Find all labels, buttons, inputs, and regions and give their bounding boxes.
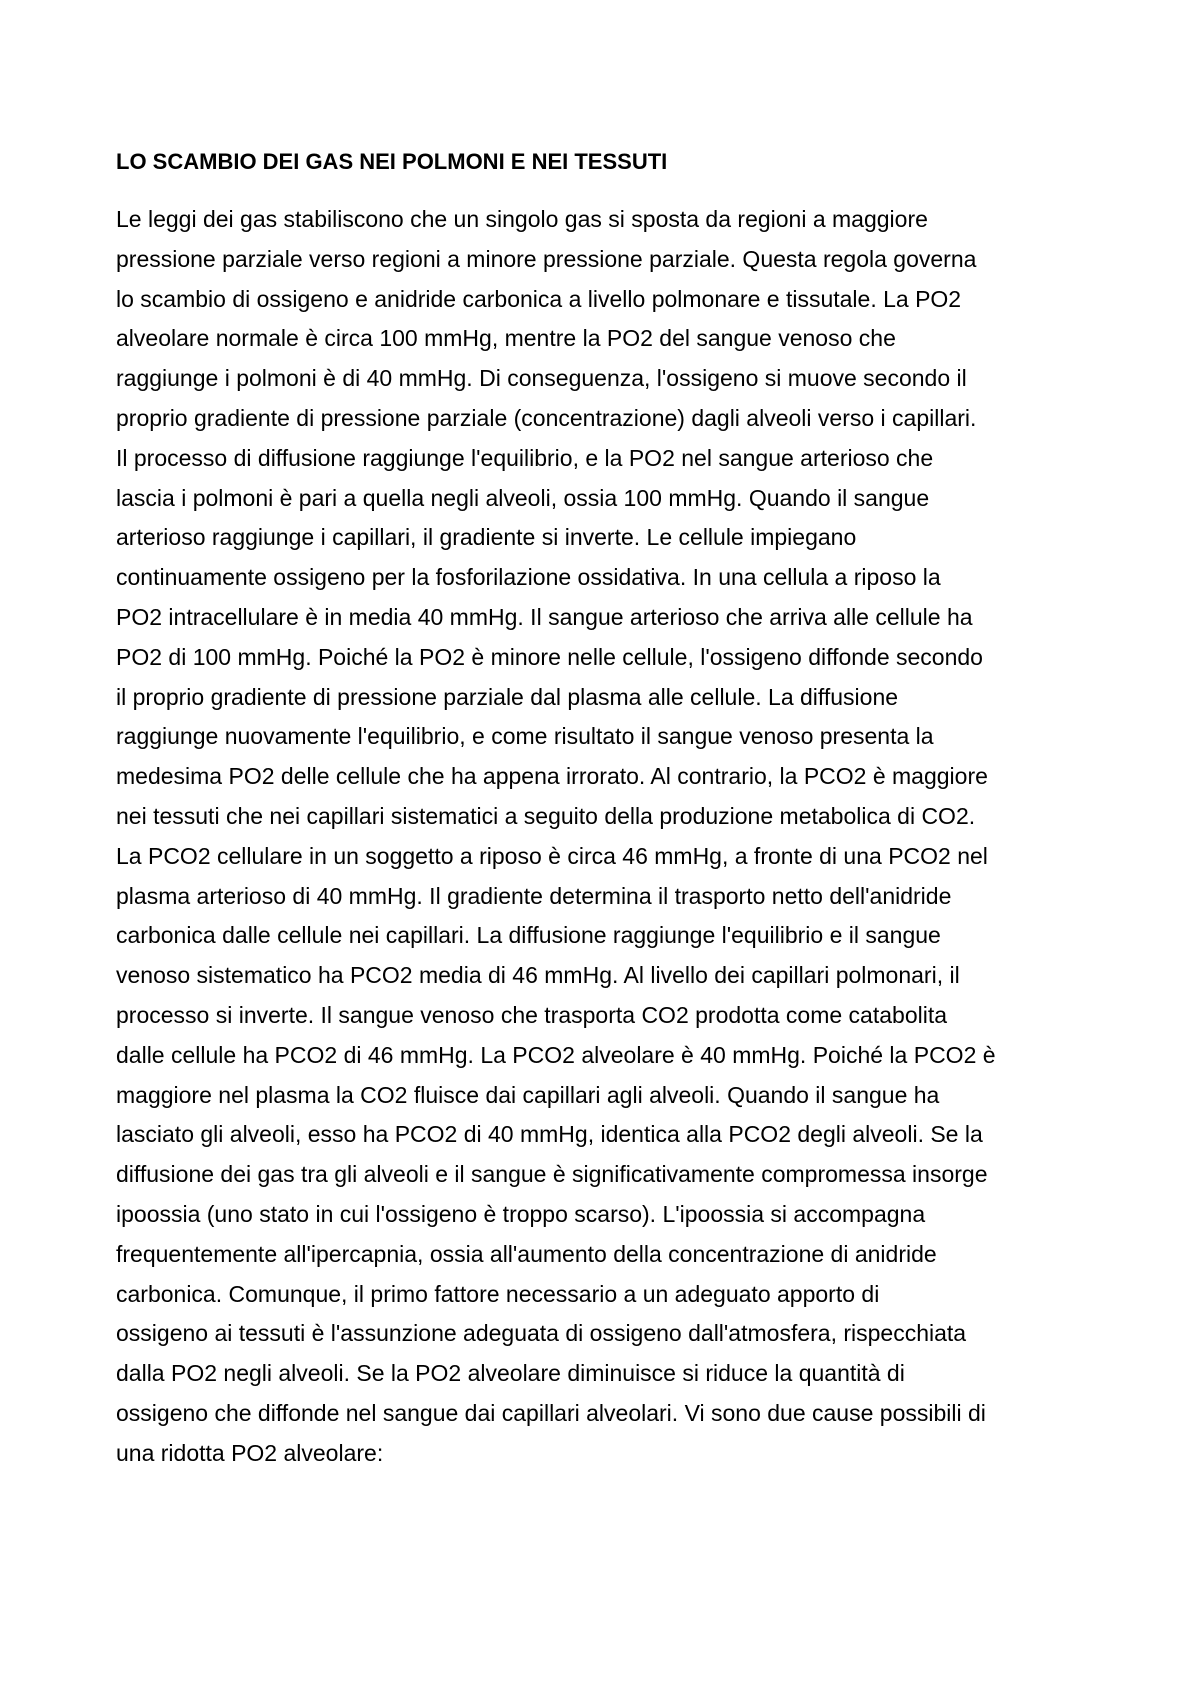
paragraph-line: carbonica dalle cellule nei capillari. La diffusione raggiunge l'equilibrio e il sangue	[116, 922, 941, 949]
body-paragraph	[116, 200, 1084, 1474]
document-body	[116, 148, 1084, 1474]
paragraph-line: lo scambio di ossigeno e anidride carbonica a livello polmonare e tissutale. La PO2	[116, 285, 962, 312]
paragraph-line: PO2 intracellulare è in media 40 mmHg. Il sangue arterioso che arriva alle cellule ha	[116, 603, 973, 630]
paragraph-line: lasciato gli alveoli, esso ha PCO2 di 40 mmHg, identica alla PCO2 degli alveoli. Se la	[116, 1121, 983, 1148]
paragraph-line: ossigeno ai tessuti è l'assunzione adeguata di ossigeno dall'atmosfera, rispecchiata	[116, 1320, 967, 1347]
paragraph-line: Il processo di diffusione raggiunge l'equilibrio, e la PO2 nel sangue arterioso che	[116, 444, 934, 471]
paragraph-line: continuamente ossigeno per la fosforilazione ossidativa. In una cellula a riposo la	[116, 564, 941, 591]
paragraph-line: carbonica. Comunque, il primo fattore necessario a un adeguato apporto di	[116, 1280, 880, 1307]
paragraph-line: arterioso raggiunge i capillari, il gradiente si inverte. Le cellule impiegano	[116, 524, 857, 551]
paragraph-line: il proprio gradiente di pressione parziale dal plasma alle cellule. La diffusione	[116, 683, 899, 710]
paragraph-line: dalla PO2 negli alveoli. Se la PO2 alveolare diminuisce si riduce la quantità di	[116, 1360, 905, 1387]
paragraph-line: venoso sistematico ha PCO2 media di 46 mmHg. Al livello dei capillari polmonari, il	[116, 962, 960, 989]
paragraph-line: Le leggi dei gas stabiliscono che un singolo gas si sposta da regioni a maggiore	[116, 206, 928, 232]
paragraph-line: pressione parziale verso regioni a minore pressione parziale. Questa regola governa	[116, 245, 977, 272]
paragraph-line: raggiunge i polmoni è di 40 mmHg. Di conseguenza, l'ossigeno si muove secondo il	[116, 365, 967, 392]
document-title: LO SCAMBIO DEI GAS NEI POLMONI E NEI TESSUTI	[116, 149, 668, 174]
paragraph-line: lascia i polmoni è pari a quella negli alveoli, ossia 100 mmHg. Quando il sangue	[116, 484, 930, 511]
paragraph-line: La PCO2 cellulare in un soggetto a riposo è circa 46 mmHg, a fronte di una PCO2 nel	[116, 842, 988, 869]
paragraph-line: maggiore nel plasma la CO2 fluisce dai capillari agli alveoli. Quando il sangue ha	[116, 1081, 940, 1108]
paragraph-line: ipoossia (uno stato in cui l'ossigeno è troppo scarso). L'ipoossia si accompagna	[116, 1200, 926, 1227]
paragraph-line: processo si inverte. Il sangue venoso che trasporta CO2 prodotta come catabolita	[116, 1001, 948, 1028]
paragraph-line: una ridotta PO2 alveolare:	[116, 1439, 384, 1466]
paragraph-line: raggiunge nuovamente l'equilibrio, e come risultato il sangue venoso presenta la	[116, 723, 934, 750]
paragraph-line: nei tessuti che nei capillari sistematici a seguito della produzione metabolica di CO2.	[116, 802, 976, 829]
paragraph-line: proprio gradiente di pressione parziale (concentrazione) dagli alveoli verso i capillari.	[116, 404, 977, 431]
paragraph-line: PO2 di 100 mmHg. Poiché la PO2 è minore nelle cellule, l'ossigeno diffonde secondo	[116, 643, 983, 670]
paragraph-line: plasma arterioso di 40 mmHg. Il gradiente determina il trasporto netto dell'anidride	[116, 882, 952, 909]
paragraph-line: alveolare normale è circa 100 mmHg, mentre la PO2 del sangue venoso che	[116, 325, 896, 352]
paragraph-line: dalle cellule ha PCO2 di 46 mmHg. La PCO2 alveolare è 40 mmHg. Poiché la PCO2 è	[116, 1041, 996, 1068]
paragraph-line: medesima PO2 delle cellule che ha appena irrorato. Al contrario, la PCO2 è maggiore	[116, 763, 988, 790]
paragraph-line: ossigeno che diffonde nel sangue dai capillari alveolari. Vi sono due cause possibili di	[116, 1399, 986, 1426]
paragraph-line: frequentemente all'ipercapnia, ossia all'aumento della concentrazione di anidride	[116, 1240, 937, 1267]
paragraph-line: diffusione dei gas tra gli alveoli e il sangue è significativamente compromessa insorge	[116, 1161, 988, 1188]
